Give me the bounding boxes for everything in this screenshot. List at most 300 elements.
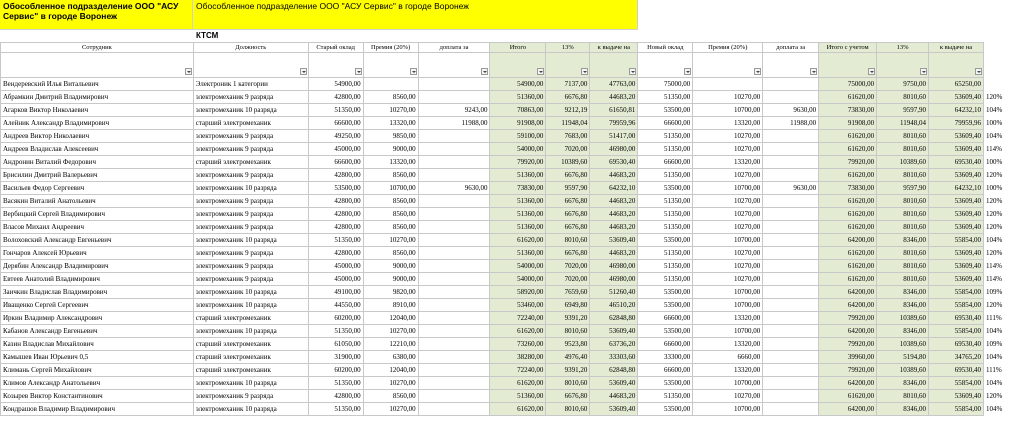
value-cell[interactable]	[763, 91, 819, 104]
value-cell[interactable]: 53609,40	[590, 234, 638, 247]
value-cell[interactable]	[418, 169, 490, 182]
value-cell[interactable]: 13320,00	[693, 338, 763, 351]
value-cell[interactable]: 59100,00	[490, 130, 546, 143]
value-cell[interactable]: 58920,00	[490, 286, 546, 299]
value-cell[interactable]: 11988,00	[763, 117, 819, 130]
value-cell[interactable]: 44683,20	[590, 195, 638, 208]
filter-dropdown-icon[interactable]	[684, 68, 691, 75]
value-cell[interactable]: 64232,10	[590, 182, 638, 195]
value-cell[interactable]: 51350,00	[308, 377, 363, 390]
ratio-cell[interactable]: 120%	[985, 171, 1003, 179]
value-cell[interactable]: 4976,40	[546, 351, 590, 364]
employee-name-cell[interactable]: Гончаров Алексей Юрьевич	[1, 247, 194, 260]
ratio-cell[interactable]: 120%	[985, 93, 1003, 101]
value-cell[interactable]: 44683,20	[590, 390, 638, 403]
value-cell[interactable]: 8010,60	[877, 130, 929, 143]
ratio-cell[interactable]: 100%	[985, 119, 1003, 127]
employee-name-cell[interactable]: Васильев Федор Сергеевич	[1, 182, 194, 195]
value-cell[interactable]: 79959,96	[929, 117, 984, 130]
value-cell[interactable]: 12210,00	[363, 338, 418, 351]
value-cell[interactable]: 73830,00	[819, 182, 877, 195]
value-cell[interactable]: 6676,80	[546, 247, 590, 260]
ratio-cell[interactable]: 114%	[985, 262, 1003, 270]
value-cell[interactable]: 53609,40	[929, 208, 984, 221]
value-cell[interactable]: 8010,60	[877, 143, 929, 156]
value-cell[interactable]: 9630,00	[763, 182, 819, 195]
value-cell[interactable]: 55854,00	[929, 403, 984, 416]
position-cell[interactable]: старший электромеханик	[193, 351, 308, 364]
value-cell[interactable]: 6676,80	[546, 91, 590, 104]
value-cell[interactable]: 69530,40	[929, 312, 984, 325]
value-cell[interactable]: 51350,00	[308, 104, 363, 117]
value-cell[interactable]: 12040,00	[363, 364, 418, 377]
value-cell[interactable]: 44683,20	[590, 208, 638, 221]
position-cell[interactable]: электромеханик 10 разряда	[193, 286, 308, 299]
value-cell[interactable]: 7020,00	[546, 273, 590, 286]
value-cell[interactable]: 91908,00	[819, 117, 877, 130]
employee-name-cell[interactable]: Андронин Виталий Федорович	[1, 156, 194, 169]
value-cell[interactable]: 10389,60	[877, 156, 929, 169]
value-cell[interactable]: 51417,00	[590, 130, 638, 143]
value-cell[interactable]: 54000,00	[490, 260, 546, 273]
value-cell[interactable]: 61620,00	[490, 377, 546, 390]
value-cell[interactable]: 61620,00	[819, 390, 877, 403]
value-cell[interactable]: 8346,00	[877, 234, 929, 247]
value-cell[interactable]: 61620,00	[490, 403, 546, 416]
value-cell[interactable]: 10700,00	[363, 182, 418, 195]
ratio-cell[interactable]: 114%	[985, 145, 1003, 153]
value-cell[interactable]: 8010,60	[546, 325, 590, 338]
value-cell[interactable]	[763, 130, 819, 143]
value-cell[interactable]: 49250,00	[308, 130, 363, 143]
value-cell[interactable]: 34765,20	[929, 351, 984, 364]
position-cell[interactable]: электромеханик 10 разряда	[193, 182, 308, 195]
value-cell[interactable]: 51350,00	[638, 130, 693, 143]
value-cell[interactable]: 8560,00	[363, 91, 418, 104]
value-cell[interactable]: 8346,00	[877, 377, 929, 390]
value-cell[interactable]: 7020,00	[546, 260, 590, 273]
employee-name-cell[interactable]: Козырев Виктор Константинович	[1, 390, 194, 403]
value-cell[interactable]: 44683,20	[590, 247, 638, 260]
value-cell[interactable]: 10700,00	[693, 104, 763, 117]
value-cell[interactable]: 13320,00	[693, 117, 763, 130]
value-cell[interactable]	[763, 390, 819, 403]
value-cell[interactable]: 53609,40	[929, 130, 984, 143]
value-cell[interactable]: 5194,80	[877, 351, 929, 364]
value-cell[interactable]	[763, 260, 819, 273]
value-cell[interactable]: 61620,00	[819, 260, 877, 273]
value-cell[interactable]	[763, 312, 819, 325]
employee-name-cell[interactable]: Агарков Виктор Николаевич	[1, 104, 194, 117]
employee-name-cell[interactable]: Дерябин Александр Владимирович	[1, 260, 194, 273]
filter-dropdown-icon[interactable]	[975, 68, 982, 75]
value-cell[interactable]: 53500,00	[638, 286, 693, 299]
value-cell[interactable]: 7683,00	[546, 130, 590, 143]
value-cell[interactable]: 51350,00	[638, 143, 693, 156]
value-cell[interactable]	[763, 299, 819, 312]
value-cell[interactable]: 10270,00	[693, 130, 763, 143]
value-cell[interactable]: 7137,00	[546, 78, 590, 91]
value-cell[interactable]	[418, 273, 490, 286]
value-cell[interactable]: 53609,40	[929, 260, 984, 273]
value-cell[interactable]: 60200,00	[308, 364, 363, 377]
value-cell[interactable]: 33303,60	[590, 351, 638, 364]
value-cell[interactable]: 8010,60	[877, 208, 929, 221]
value-cell[interactable]: 61620,00	[819, 91, 877, 104]
filter-dropdown-icon[interactable]	[868, 68, 875, 75]
value-cell[interactable]: 53609,40	[929, 221, 984, 234]
value-cell[interactable]	[763, 273, 819, 286]
ratio-cell[interactable]: 104%	[985, 405, 1003, 413]
position-cell[interactable]: электромеханик 10 разряда	[193, 234, 308, 247]
employee-name-cell[interactable]: Климань Сергей Михайлович	[1, 364, 194, 377]
position-cell[interactable]: электромеханик 10 разряда	[193, 377, 308, 390]
value-cell[interactable]: 65250,00	[929, 78, 984, 91]
value-cell[interactable]: 64200,00	[819, 377, 877, 390]
value-cell[interactable]: 10270,00	[693, 390, 763, 403]
employee-name-cell[interactable]: Абрамкин Дмитрий Владимирович	[1, 91, 194, 104]
value-cell[interactable]	[763, 338, 819, 351]
value-cell[interactable]: 53500,00	[638, 325, 693, 338]
value-cell[interactable]	[418, 91, 490, 104]
value-cell[interactable]	[763, 208, 819, 221]
value-cell[interactable]: 53609,40	[590, 403, 638, 416]
value-cell[interactable]	[418, 403, 490, 416]
value-cell[interactable]: 61620,00	[819, 195, 877, 208]
value-cell[interactable]: 9750,00	[877, 78, 929, 91]
value-cell[interactable]: 10389,60	[546, 156, 590, 169]
value-cell[interactable]: 10270,00	[693, 221, 763, 234]
value-cell[interactable]: 69530,40	[929, 338, 984, 351]
value-cell[interactable]: 9630,00	[763, 104, 819, 117]
value-cell[interactable]: 10270,00	[363, 234, 418, 247]
value-cell[interactable]: 9597,90	[546, 182, 590, 195]
value-cell[interactable]: 64200,00	[819, 403, 877, 416]
value-cell[interactable]: 64200,00	[819, 286, 877, 299]
value-cell[interactable]: 10270,00	[693, 91, 763, 104]
position-cell[interactable]: старший электромеханик	[193, 364, 308, 377]
position-cell[interactable]: электромеханик 9 разряда	[193, 195, 308, 208]
filter-dropdown-icon[interactable]	[920, 68, 927, 75]
value-cell[interactable]: 42800,00	[308, 91, 363, 104]
value-cell[interactable]	[418, 130, 490, 143]
value-cell[interactable]: 53609,40	[929, 247, 984, 260]
value-cell[interactable]: 51360,00	[490, 208, 546, 221]
employee-name-cell[interactable]: Казин Владислав Михайлович	[1, 338, 194, 351]
value-cell[interactable]: 6676,80	[546, 169, 590, 182]
ratio-cell[interactable]	[983, 78, 1023, 91]
value-cell[interactable]: 61620,00	[819, 130, 877, 143]
value-cell[interactable]: 73830,00	[819, 104, 877, 117]
value-cell[interactable]: 31900,00	[308, 351, 363, 364]
value-cell[interactable]: 8346,00	[877, 299, 929, 312]
employee-name-cell[interactable]: Брисилин Дмитрий Валерьевич	[1, 169, 194, 182]
value-cell[interactable]	[418, 78, 490, 91]
value-cell[interactable]: 13320,00	[693, 364, 763, 377]
filter-dropdown-icon[interactable]	[629, 68, 636, 75]
value-cell[interactable]	[763, 377, 819, 390]
position-cell[interactable]: электромеханик 10 разряда	[193, 403, 308, 416]
value-cell[interactable]: 66600,00	[308, 117, 363, 130]
value-cell[interactable]: 53500,00	[638, 299, 693, 312]
value-cell[interactable]: 53500,00	[638, 234, 693, 247]
value-cell[interactable]: 10389,60	[877, 312, 929, 325]
value-cell[interactable]: 44683,20	[590, 169, 638, 182]
value-cell[interactable]	[763, 234, 819, 247]
value-cell[interactable]: 51350,00	[308, 403, 363, 416]
employee-name-cell[interactable]: Васякин Виталий Анатольевич	[1, 195, 194, 208]
value-cell[interactable]: 8560,00	[363, 195, 418, 208]
employee-name-cell[interactable]: Иркин Владимир Александрович	[1, 312, 194, 325]
position-cell[interactable]: электромеханик 9 разряда	[193, 91, 308, 104]
value-cell[interactable]: 69530,40	[929, 156, 984, 169]
value-cell[interactable]: 75000,00	[638, 78, 693, 91]
value-cell[interactable]: 66600,00	[638, 364, 693, 377]
value-cell[interactable]: 51350,00	[638, 273, 693, 286]
value-cell[interactable]	[418, 338, 490, 351]
value-cell[interactable]: 6380,00	[363, 351, 418, 364]
value-cell[interactable]	[693, 78, 763, 91]
ratio-cell[interactable]: 104%	[985, 132, 1003, 140]
value-cell[interactable]	[418, 143, 490, 156]
unit-label[interactable]: КТСМ	[196, 31, 219, 40]
value-cell[interactable]: 42800,00	[308, 390, 363, 403]
employee-name-cell[interactable]: Заичкин Владислав Владимирович	[1, 286, 194, 299]
value-cell[interactable]: 53609,40	[929, 169, 984, 182]
value-cell[interactable]: 60200,00	[308, 312, 363, 325]
value-cell[interactable]: 8560,00	[363, 390, 418, 403]
value-cell[interactable]: 54000,00	[490, 143, 546, 156]
value-cell[interactable]: 9391,20	[546, 312, 590, 325]
value-cell[interactable]: 79920,00	[819, 364, 877, 377]
org-title-bold[interactable]: Обособленное подразделение ООО "АСУ Сервис" в городе Воронеж	[0, 0, 193, 30]
value-cell[interactable]	[418, 312, 490, 325]
value-cell[interactable]: 10700,00	[693, 377, 763, 390]
value-cell[interactable]: 8560,00	[363, 208, 418, 221]
value-cell[interactable]: 39960,00	[819, 351, 877, 364]
value-cell[interactable]: 12040,00	[363, 312, 418, 325]
position-cell[interactable]: старший электромеханик	[193, 312, 308, 325]
value-cell[interactable]: 9000,00	[363, 143, 418, 156]
value-cell[interactable]	[763, 247, 819, 260]
value-cell[interactable]: 91908,00	[490, 117, 546, 130]
value-cell[interactable]: 61620,00	[819, 143, 877, 156]
value-cell[interactable]: 42800,00	[308, 195, 363, 208]
value-cell[interactable]	[763, 364, 819, 377]
value-cell[interactable]: 10270,00	[693, 273, 763, 286]
value-cell[interactable]	[418, 247, 490, 260]
value-cell[interactable]: 10700,00	[693, 403, 763, 416]
value-cell[interactable]: 61620,00	[490, 325, 546, 338]
value-cell[interactable]: 7659,60	[546, 286, 590, 299]
value-cell[interactable]: 8010,60	[877, 390, 929, 403]
ratio-cell[interactable]: 120%	[985, 392, 1003, 400]
value-cell[interactable]: 11988,00	[418, 117, 490, 130]
filter-dropdown-icon[interactable]	[300, 68, 307, 75]
value-cell[interactable]: 9391,20	[546, 364, 590, 377]
filter-dropdown-icon[interactable]	[810, 68, 817, 75]
value-cell[interactable]: 6676,80	[546, 221, 590, 234]
value-cell[interactable]: 51350,00	[638, 208, 693, 221]
value-cell[interactable]: 10270,00	[363, 325, 418, 338]
value-cell[interactable]: 51350,00	[638, 169, 693, 182]
value-cell[interactable]: 51350,00	[638, 221, 693, 234]
value-cell[interactable]: 61620,00	[819, 273, 877, 286]
value-cell[interactable]	[763, 143, 819, 156]
value-cell[interactable]: 66600,00	[638, 338, 693, 351]
value-cell[interactable]: 51350,00	[638, 247, 693, 260]
value-cell[interactable]: 53609,40	[929, 91, 984, 104]
value-cell[interactable]: 53609,40	[929, 390, 984, 403]
value-cell[interactable]: 79959,96	[590, 117, 638, 130]
filter-dropdown-icon[interactable]	[185, 68, 192, 75]
value-cell[interactable]: 46980,00	[590, 273, 638, 286]
value-cell[interactable]: 42800,00	[308, 169, 363, 182]
value-cell[interactable]: 69530,40	[929, 364, 984, 377]
value-cell[interactable]: 53500,00	[638, 104, 693, 117]
value-cell[interactable]: 61620,00	[490, 234, 546, 247]
value-cell[interactable]: 9850,00	[363, 130, 418, 143]
value-cell[interactable]	[418, 377, 490, 390]
value-cell[interactable]: 54900,00	[490, 78, 546, 91]
value-cell[interactable]: 63736,20	[590, 338, 638, 351]
value-cell[interactable]: 51350,00	[638, 195, 693, 208]
value-cell[interactable]: 73260,00	[490, 338, 546, 351]
value-cell[interactable]: 8010,60	[546, 234, 590, 247]
value-cell[interactable]	[763, 286, 819, 299]
value-cell[interactable]: 8910,00	[363, 299, 418, 312]
ratio-cell[interactable]: 111%	[985, 314, 1002, 322]
value-cell[interactable]: 10270,00	[693, 143, 763, 156]
org-title[interactable]: Обособленное подразделение ООО "АСУ Сервис" в городе Воронеж	[193, 0, 638, 30]
value-cell[interactable]: 62848,80	[590, 312, 638, 325]
value-cell[interactable]: 10700,00	[693, 299, 763, 312]
value-cell[interactable]: 61620,00	[819, 221, 877, 234]
value-cell[interactable]: 61620,00	[819, 169, 877, 182]
position-cell[interactable]: электромеханик 10 разряда	[193, 325, 308, 338]
value-cell[interactable]: 53500,00	[638, 403, 693, 416]
value-cell[interactable]: 9820,00	[363, 286, 418, 299]
value-cell[interactable]: 55854,00	[929, 286, 984, 299]
value-cell[interactable]: 53609,40	[590, 377, 638, 390]
value-cell[interactable]: 51360,00	[490, 390, 546, 403]
value-cell[interactable]: 53460,00	[490, 299, 546, 312]
position-cell[interactable]: старший электромеханик	[193, 117, 308, 130]
value-cell[interactable]: 61620,00	[819, 208, 877, 221]
employee-name-cell[interactable]: Власов Михаил Андреевич	[1, 221, 194, 234]
ratio-cell[interactable]: 109%	[985, 340, 1003, 348]
value-cell[interactable]: 6676,80	[546, 390, 590, 403]
position-cell[interactable]: Электроник 1 категории	[193, 78, 308, 91]
ratio-cell[interactable]: 120%	[985, 249, 1003, 257]
value-cell[interactable]	[418, 286, 490, 299]
position-cell[interactable]: электромеханик 9 разряда	[193, 143, 308, 156]
value-cell[interactable]: 62848,80	[590, 364, 638, 377]
value-cell[interactable]	[763, 169, 819, 182]
value-cell[interactable]: 42800,00	[308, 208, 363, 221]
employee-name-cell[interactable]: Климов Александр Анатольевич	[1, 377, 194, 390]
position-cell[interactable]: электромеханик 9 разряда	[193, 273, 308, 286]
value-cell[interactable]	[763, 78, 819, 91]
value-cell[interactable]	[763, 221, 819, 234]
value-cell[interactable]: 8010,60	[877, 273, 929, 286]
value-cell[interactable]: 61620,00	[819, 247, 877, 260]
ratio-cell[interactable]: 114%	[985, 275, 1003, 283]
value-cell[interactable]: 10700,00	[693, 286, 763, 299]
value-cell[interactable]: 51360,00	[490, 169, 546, 182]
ratio-cell[interactable]: 109%	[985, 288, 1003, 296]
value-cell[interactable]: 8346,00	[877, 403, 929, 416]
value-cell[interactable]	[763, 195, 819, 208]
value-cell[interactable]: 55854,00	[929, 377, 984, 390]
value-cell[interactable]: 53609,40	[929, 143, 984, 156]
value-cell[interactable]: 9243,00	[418, 104, 490, 117]
value-cell[interactable]: 53609,40	[929, 273, 984, 286]
value-cell[interactable]: 10270,00	[693, 260, 763, 273]
employee-name-cell[interactable]: Кондрашов Владимир Владимирович	[1, 403, 194, 416]
value-cell[interactable]: 13320,00	[363, 156, 418, 169]
value-cell[interactable]: 8010,60	[877, 260, 929, 273]
value-cell[interactable]: 61050,00	[308, 338, 363, 351]
value-cell[interactable]: 61650,81	[590, 104, 638, 117]
value-cell[interactable]: 45000,00	[308, 143, 363, 156]
value-cell[interactable]: 49100,00	[308, 286, 363, 299]
value-cell[interactable]: 46510,20	[590, 299, 638, 312]
ratio-cell[interactable]: 104%	[985, 327, 1003, 335]
value-cell[interactable]: 45000,00	[308, 260, 363, 273]
value-cell[interactable]: 33300,00	[638, 351, 693, 364]
value-cell[interactable]: 70863,00	[490, 104, 546, 117]
value-cell[interactable]: 9000,00	[363, 273, 418, 286]
value-cell[interactable]	[418, 325, 490, 338]
filter-dropdown-icon[interactable]	[355, 68, 362, 75]
value-cell[interactable]: 64232,10	[929, 104, 984, 117]
value-cell[interactable]: 8560,00	[363, 169, 418, 182]
value-cell[interactable]: 66600,00	[308, 156, 363, 169]
value-cell[interactable]: 53609,40	[929, 195, 984, 208]
value-cell[interactable]: 69530,40	[590, 156, 638, 169]
value-cell[interactable]: 9597,90	[877, 104, 929, 117]
value-cell[interactable]: 55854,00	[929, 234, 984, 247]
value-cell[interactable]	[763, 156, 819, 169]
ratio-cell[interactable]: 100%	[985, 184, 1003, 192]
position-cell[interactable]: электромеханик 9 разряда	[193, 221, 308, 234]
value-cell[interactable]: 51350,00	[638, 91, 693, 104]
value-cell[interactable]: 10270,00	[693, 247, 763, 260]
value-cell[interactable]: 10270,00	[363, 377, 418, 390]
value-cell[interactable]	[418, 208, 490, 221]
value-cell[interactable]: 38280,00	[490, 351, 546, 364]
value-cell[interactable]: 10270,00	[363, 403, 418, 416]
filter-dropdown-icon[interactable]	[581, 68, 588, 75]
value-cell[interactable]: 6676,80	[546, 195, 590, 208]
value-cell[interactable]: 10270,00	[693, 169, 763, 182]
value-cell[interactable]: 8560,00	[363, 247, 418, 260]
value-cell[interactable]: 8010,60	[877, 195, 929, 208]
value-cell[interactable]: 51350,00	[638, 260, 693, 273]
value-cell[interactable]: 72240,00	[490, 364, 546, 377]
value-cell[interactable]: 64200,00	[819, 299, 877, 312]
value-cell[interactable]: 9212,19	[546, 104, 590, 117]
ratio-cell[interactable]: 104%	[985, 379, 1003, 387]
position-cell[interactable]: старший электромеханик	[193, 338, 308, 351]
value-cell[interactable]: 6660,00	[693, 351, 763, 364]
value-cell[interactable]: 8010,60	[546, 403, 590, 416]
value-cell[interactable]: 11948,04	[877, 117, 929, 130]
position-cell[interactable]: электромеханик 10 разряда	[193, 104, 308, 117]
value-cell[interactable]	[418, 221, 490, 234]
value-cell[interactable]: 10389,60	[877, 364, 929, 377]
